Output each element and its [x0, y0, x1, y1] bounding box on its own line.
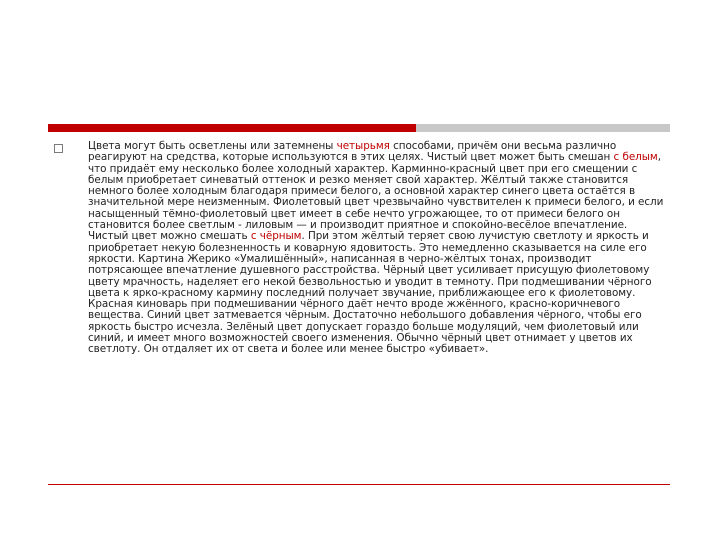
top-gray-bar: [416, 124, 670, 132]
paragraph-part-4: . При этом жёлтый теряет свою лучистую светлоту и яркость и приобретает некую болезненность и коварную ядовитость. Это немедленно сказывается на силе его яркости. Картина Жерико «Умалишённый», написанная в черно-жёлтых тонах, производит потрясающее впечатление душевного расстройства. Чёрный цвет усиливает присущую фиолетовому цвету мрачность, наделяет его некой безвольностью и уводит в темноту. При подмешивании чёрного цвета к ярко-красному кармину последний получает звучание, приближающее его к фиолетовому. Красная киноварь при подмешивании чёрного даёт нечто вроде жжённого, красно-коричневого вещества. Синий цвет затмевается чёрным. Достаточно небольшого добавления чёрного, чтобы его яркость быстро исчезла. Зелёный цвет допускает гораздо больше модуляций, чем фиолетовый или синий, и имеет много возможностей своего изменения. Обычно чёрный цвет отнимает у цветов их светлоту. Он отдаляет их от света и более или менее быстро «убивает».: [88, 230, 652, 356]
paragraph-text: [88, 141, 666, 356]
bottom-divider-line: [48, 484, 670, 485]
highlight-with-black: с чёрным: [250, 230, 302, 243]
bullet-item: [54, 141, 666, 356]
paragraph-part-1: Цвета могут быть осветлены или затемнены: [88, 140, 337, 152]
paragraph-part-2: способами, причём они весьма различно реагируют на средства, которые используются в этих целях. Чистый цвет может быть смешан: [88, 140, 617, 164]
highlight-with-white: с белым: [613, 151, 658, 164]
square-bullet-icon: [54, 144, 63, 153]
highlight-four-ways: четырьмя: [336, 140, 390, 152]
paragraph-part-3: , что придаёт ему несколько более холодный характер. Карминно-красный цвет при его смещении с белым приобретает синеватый оттенок и резко меняет свой характер. Жёлтый также становится немного более холодным благодаря примеси белого, а основной характер синего цвета остаётся в значительной мере неизменным. Фиолетовый цвет чрезвычайно чувствителен к примеси белого, и если насыщенный тёмно-фиолетовый цвет имеет в себе нечто угрожающее, то от примеси белого он становится более светлым - лиловым — и производит приятное и спокойно-весёлое впечатление. Чистый цвет можно смешать: [88, 151, 664, 243]
top-accent-bar: [48, 124, 416, 132]
